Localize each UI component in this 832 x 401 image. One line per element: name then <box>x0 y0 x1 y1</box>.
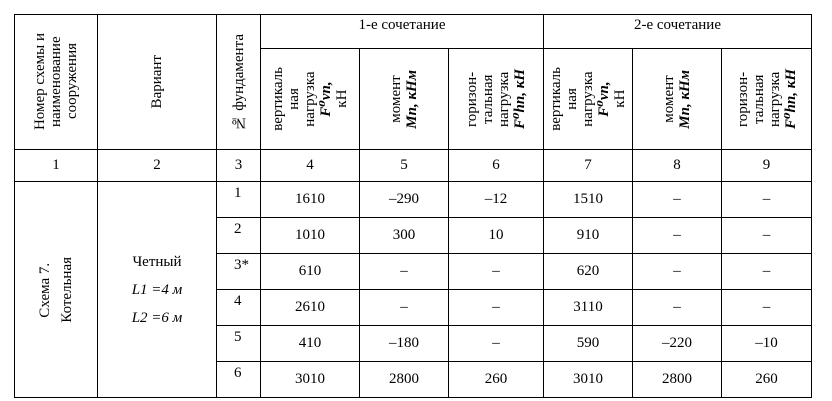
foundation-number: 4 <box>217 290 261 326</box>
cell: 410 <box>261 326 360 362</box>
variant-cell <box>98 182 217 398</box>
cell: – <box>722 218 812 254</box>
column-number: 9 <box>722 150 812 182</box>
cell: 260 <box>449 362 544 398</box>
foundation-number: 5 <box>217 326 261 362</box>
header-combination-2: 2-е сочетание <box>544 15 812 49</box>
cell: 1010 <box>261 218 360 254</box>
column-number: 2 <box>98 150 217 182</box>
cell: 10 <box>449 218 544 254</box>
column-number: 4 <box>261 150 360 182</box>
header-variant: Вариант <box>98 15 217 150</box>
variant-name: Четный <box>132 253 182 270</box>
cell: 1610 <box>261 182 360 218</box>
column-number: 5 <box>360 150 449 182</box>
cell: – <box>722 254 812 290</box>
cell: 3110 <box>544 290 633 326</box>
header-scheme-name: Номер схемы и наименование сооружения <box>15 15 98 150</box>
column-number: 1 <box>15 150 98 182</box>
cell: 2800 <box>360 362 449 398</box>
cell: – <box>360 290 449 326</box>
variant-l1: L1 =4 м <box>131 281 183 298</box>
cell: – <box>633 182 722 218</box>
variant-l2: L2 =6 м <box>131 309 183 326</box>
cell: 1510 <box>544 182 633 218</box>
header-c2-horizontal-load: горизон- тальная нагрузка F⁰hп, кН <box>722 49 812 150</box>
cell: 2610 <box>261 290 360 326</box>
cell: – <box>722 290 812 326</box>
cell: 3010 <box>544 362 633 398</box>
header-c1-moment: момент Mп, кНм <box>360 49 449 150</box>
header-c1-vertical-load: вертикаль ная нагрузка F⁰vп, кН <box>261 49 360 150</box>
cell: – <box>633 254 722 290</box>
cell: 910 <box>544 218 633 254</box>
cell: 610 <box>261 254 360 290</box>
column-number-row <box>15 150 812 182</box>
loads-table <box>14 14 812 398</box>
column-number: 7 <box>544 150 633 182</box>
column-number: 6 <box>449 150 544 182</box>
cell: – <box>449 254 544 290</box>
cell: –10 <box>722 326 812 362</box>
cell: 260 <box>722 362 812 398</box>
cell: 3010 <box>261 362 360 398</box>
cell: –220 <box>633 326 722 362</box>
cell: – <box>449 290 544 326</box>
header-combination-1: 1-е сочетание <box>261 15 544 49</box>
header-foundation-no: № фундамента <box>217 15 261 150</box>
column-number: 3 <box>217 150 261 182</box>
scheme-name-cell: Схема 7. Котельная <box>15 182 98 398</box>
foundation-number: 1 <box>217 182 261 218</box>
header-c2-vertical-load: вертикаль ная нагрузка F⁰vп, кН <box>544 49 633 150</box>
header-c2-moment: момент Mп, кНм <box>633 49 722 150</box>
cell: – <box>722 182 812 218</box>
foundation-number: 2 <box>217 218 261 254</box>
foundation-number: 3* <box>217 254 261 290</box>
cell: –180 <box>360 326 449 362</box>
cell: 2800 <box>633 362 722 398</box>
column-number: 8 <box>633 150 722 182</box>
cell: – <box>360 254 449 290</box>
cell: 590 <box>544 326 633 362</box>
cell: 620 <box>544 254 633 290</box>
cell: –12 <box>449 182 544 218</box>
table-row <box>15 182 812 218</box>
cell: 300 <box>360 218 449 254</box>
cell: – <box>633 290 722 326</box>
cell: – <box>449 326 544 362</box>
cell: – <box>633 218 722 254</box>
foundation-number: 6 <box>217 362 261 398</box>
cell: –290 <box>360 182 449 218</box>
header-c1-horizontal-load: горизон- тальная нагрузка F⁰hп, кН <box>449 49 544 150</box>
